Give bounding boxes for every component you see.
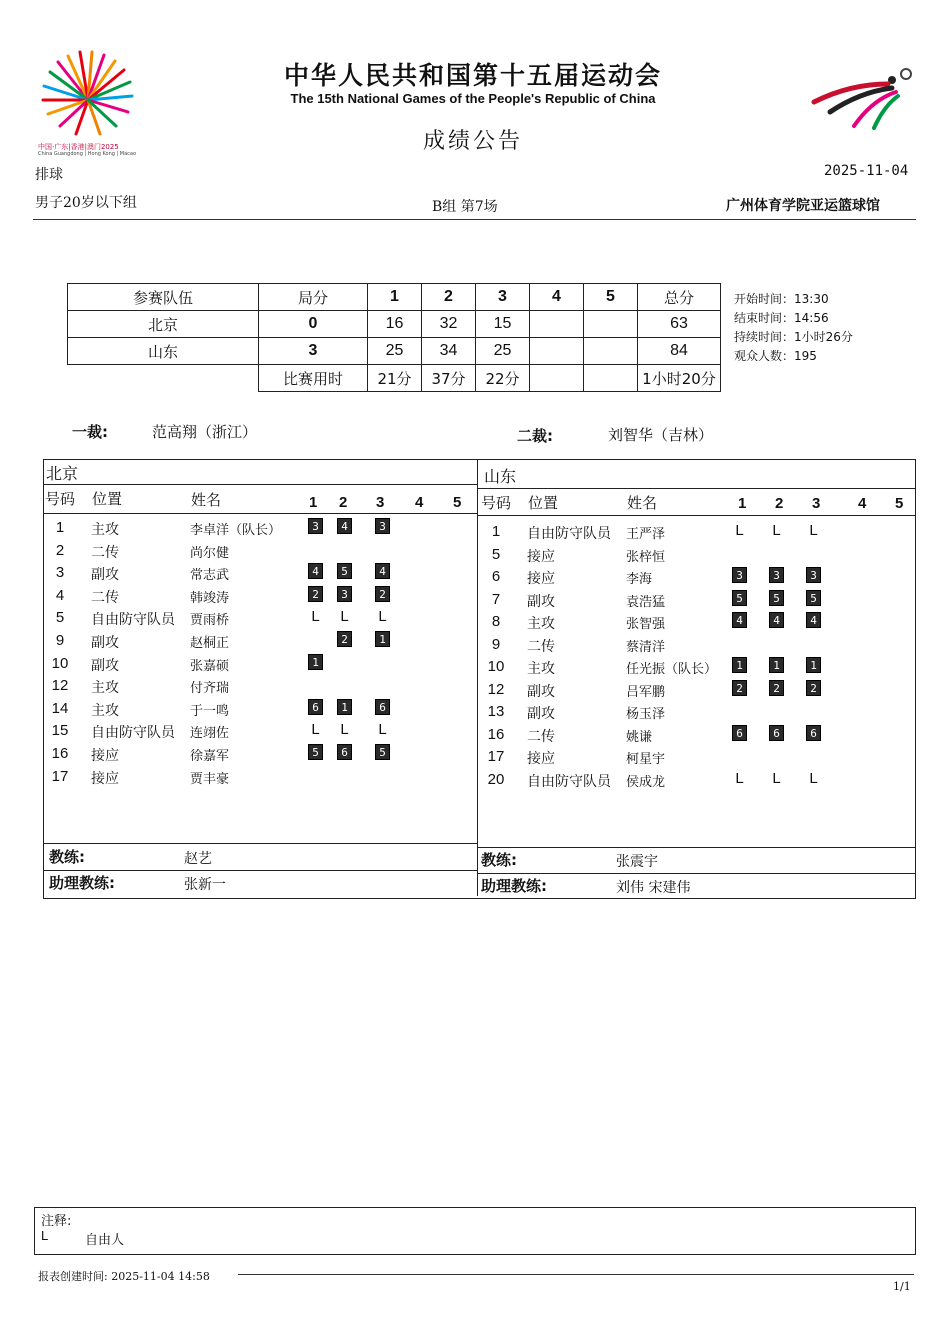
starting-position-badge: 2 [337,631,352,647]
starting-position-badge: 2 [308,586,323,602]
left-coach: 赵艺 [184,851,212,867]
score-header-team: 参赛队伍 [68,284,259,311]
player-number: 7 [491,590,501,608]
set-score [584,338,638,365]
player-row [45,698,465,720]
player-number: 17 [51,767,69,785]
score-header-row [68,284,721,311]
player-name: 张梓恒 [626,549,666,565]
player-number: 2 [55,541,65,559]
player-row [45,585,465,607]
player-row [45,766,465,788]
starting-position-badge: 1 [806,657,821,673]
volleyball-pictogram [810,66,914,132]
right-coach-rule [477,847,915,848]
team-name: 北京 [68,311,259,338]
left-header-pos: 位置 [92,490,123,508]
player-number: 1 [491,523,501,540]
venue-label: 广州体育学院亚运篮球馆 [726,198,880,214]
left-header-name: 姓名 [191,491,222,509]
roster-box [43,459,916,899]
player-row [481,656,901,678]
starting-position-badge: 5 [337,563,352,579]
player-number: 16 [487,725,505,743]
right-coach: 张震宇 [616,854,658,870]
starting-position-badge: 3 [375,518,390,534]
starting-position-badge: 4 [732,612,747,628]
player-name: 吕军鹏 [626,684,666,700]
starting-position-badge: 6 [337,744,352,760]
libero-mark: L [378,608,387,626]
right-header-pos: 位置 [528,494,559,512]
player-position: 自由防守队员 [91,612,175,629]
player-number: 3 [55,564,65,582]
player-row [481,679,901,701]
volleyball-player-icon [810,66,914,132]
starting-position-badge: 5 [375,744,390,760]
player-position: 二传 [527,638,555,655]
set-duration [530,365,584,392]
player-number: 9 [491,635,501,653]
libero-mark: L [735,522,744,539]
player-row [481,521,901,543]
start-time: 开始时间：13:30 [734,292,829,306]
starting-position-badge: 4 [806,612,821,628]
player-row [45,720,465,742]
logo-caption: 中国·广东|香港|澳门2025 [38,143,119,151]
player-position: 接应 [527,751,555,767]
player-position: 二传 [91,544,119,561]
player-name: 任光振（队长） [626,662,718,677]
libero-mark: L [772,522,781,539]
set-score: 15 [476,311,530,338]
player-name: 蔡清洋 [626,639,666,655]
starting-position-badge: 5 [732,590,747,606]
notes-box [34,1207,916,1255]
player-position: 二传 [91,589,119,606]
right-assistant-rule [477,873,915,874]
libero-mark: L [809,769,818,787]
set-score: 25 [368,338,422,365]
right-team-name: 山东 [484,467,517,486]
left-header-set5: 5 [453,494,462,511]
player-position: 接应 [527,571,555,587]
spectators: 观众人数：195 [734,349,817,363]
left-header-set4: 4 [415,494,424,511]
player-number: 16 [51,745,69,762]
starting-position-badge: 1 [769,657,784,673]
player-name: 姚谦 [626,729,653,745]
player-number: 14 [51,699,69,717]
left-assistant-rule [44,870,477,871]
set-duration [584,365,638,392]
player-name: 李卓洋（队长） [190,523,282,538]
player-row [45,675,465,697]
report-date: 2025-11-04 [824,163,909,179]
sets-won: 3 [259,338,368,365]
starting-position-badge: 1 [375,631,390,647]
player-name: 韩竣涛 [190,590,230,606]
doc-title: 成绩公告 [422,129,523,154]
right-header-name: 姓名 [627,494,658,512]
starting-position-badge: 4 [375,563,390,579]
player-number: 4 [55,586,65,604]
player-number: 10 [487,658,505,675]
set-score [530,338,584,365]
player-position: 主攻 [91,522,119,538]
starting-position-badge: 3 [769,567,784,583]
libero-mark: L [735,769,744,787]
player-name: 柯星宇 [626,752,666,767]
libero-mark: L [809,522,818,539]
libero-mark: L [340,608,349,626]
player-row [481,724,901,746]
right-header-set5: 5 [895,495,904,512]
set-score: 16 [368,311,422,338]
player-name: 常志武 [190,568,230,584]
total-score: 84 [638,338,721,365]
right-team-rule [477,488,915,489]
roster-divider [477,460,478,896]
player-name: 袁浩猛 [626,594,666,610]
starting-position-badge: 1 [337,699,352,715]
player-name: 张嘉硕 [190,658,230,674]
player-number: 13 [487,703,505,720]
right-header-set3: 3 [812,495,821,512]
libero-mark: L [311,608,320,626]
duration-time: 持续时间：1小时26分 [734,330,853,344]
player-position: 接应 [91,748,119,764]
first-referee: 范高翔（浙江） [152,423,258,441]
header-divider [33,219,916,220]
right-assistant: 刘伟 宋建伟 [616,880,691,896]
player-name: 贾雨桥 [190,613,230,629]
second-referee-label: 二裁: [517,427,553,445]
sport-label: 排球 [35,167,63,183]
player-name: 赵桐正 [190,636,230,651]
player-number: 9 [55,632,65,649]
set-duration: 37分 [422,365,476,392]
player-name: 徐嘉军 [190,749,230,764]
left-coach-label: 教练: [49,848,85,866]
match-label: B组 第7场 [432,199,498,215]
end-time: 结束时间：14:56 [734,311,829,325]
player-name: 贾丰豪 [190,771,230,787]
set-duration: 22分 [476,365,530,392]
libero-mark: L [378,721,387,739]
category-label: 男子20岁以下组 [35,195,137,211]
report-created: 报表创建时间: 2025-11-04 14:58 [38,1270,210,1283]
starting-position-badge: 5 [769,590,784,606]
left-coach-rule [44,843,477,844]
player-position: 自由防守队员 [91,725,175,742]
player-number: 20 [487,770,505,788]
player-position: 主攻 [527,661,555,677]
left-header-no: 号码 [45,490,76,508]
score-header-total: 总分 [638,284,721,311]
set-duration: 21分 [368,365,422,392]
player-row [481,746,901,768]
player-row [45,517,465,539]
set-score: 34 [422,338,476,365]
player-row [45,607,465,629]
right-header-set1: 1 [738,495,747,512]
player-name: 尚尔健 [190,545,230,561]
score-header-set3: 3 [476,284,530,311]
player-number: 10 [51,654,69,672]
notes-label: 注释: [41,1214,72,1229]
left-header-set3: 3 [376,494,385,511]
starting-position-badge: 4 [337,518,352,534]
starting-position-badge: 2 [375,586,390,602]
starting-position-badge: 1 [308,654,323,670]
player-number: 12 [51,677,69,695]
right-header-set4: 4 [858,495,867,512]
first-referee-label: 一裁: [72,423,108,441]
player-position: 自由防守队员 [527,773,611,790]
notes-code: L [41,1228,49,1243]
starting-position-badge: 5 [806,590,821,606]
footer-divider [238,1274,914,1275]
player-number: 8 [491,613,501,630]
player-row [481,544,901,566]
starting-position-badge: 5 [308,744,323,760]
player-position: 副攻 [91,635,119,651]
set-score: 32 [422,311,476,338]
player-row [481,634,901,656]
left-header-set2: 2 [339,494,348,511]
score-header-set4: 4 [530,284,584,311]
player-name: 张智强 [626,617,666,632]
player-row [45,653,465,675]
right-assistant-label: 助理教练: [481,877,547,895]
player-position: 二传 [527,728,555,745]
starting-position-badge: 6 [308,699,323,715]
left-team-name: 北京 [46,464,79,483]
player-position: 主攻 [91,680,119,697]
player-position: 副攻 [527,593,555,610]
left-assistant-label: 助理教练: [49,874,115,892]
player-row [481,589,901,611]
left-assistant: 张新一 [184,877,226,893]
player-name: 王严泽 [626,527,666,542]
player-number: 5 [491,545,501,563]
score-header-set5: 5 [584,284,638,311]
player-row [45,562,465,584]
starting-position-badge: 3 [806,567,821,583]
starting-position-badge: 4 [769,612,784,628]
starting-position-badge: 3 [337,586,352,602]
title-en: The 15th National Games of the People's Republic of China [290,91,656,106]
left-team-rule [44,484,477,485]
logo-subcaption: China Guangdong | Hong Kong | Macao [38,151,137,157]
player-row [481,566,901,588]
player-name: 连翊佐 [190,726,230,742]
score-row-beijing [68,311,721,338]
left-header-rule [44,513,477,514]
starting-position-badge: 6 [732,725,747,741]
total-duration: 1小时20分 [638,365,721,392]
starting-position-badge: 2 [732,680,747,696]
libero-mark: L [311,721,320,739]
starting-position-badge: 3 [732,567,747,583]
player-name: 于一鸣 [190,703,230,719]
score-header-set1: 1 [368,284,422,311]
starting-position-badge: 1 [732,657,747,673]
duration-label: 比赛用时 [259,365,368,392]
second-referee: 刘智华（吉林） [608,426,714,444]
player-row [481,769,901,791]
player-number: 17 [487,748,505,765]
player-name: 李海 [626,572,653,587]
player-row [481,701,901,723]
player-name: 付齐瑞 [190,681,230,697]
set-score: 25 [476,338,530,365]
player-position: 接应 [91,770,119,787]
player-row [45,743,465,765]
page-number: 1/1 [893,1280,911,1293]
sets-won: 0 [259,311,368,338]
score-header-sets: 局分 [259,284,368,311]
player-position: 接应 [527,548,555,565]
match-times [734,290,853,366]
player-name: 侯成龙 [626,774,666,790]
score-row-shandong [68,338,721,365]
player-row [45,540,465,562]
notes-meaning: 自由人 [85,1233,125,1248]
left-header-set1: 1 [309,494,318,511]
libero-mark: L [772,769,781,787]
score-header-set2: 2 [422,284,476,311]
total-score: 63 [638,311,721,338]
player-row [481,611,901,633]
starting-position-badge: 6 [806,725,821,741]
player-name: 杨玉泽 [626,707,666,722]
player-position: 副攻 [527,706,555,722]
player-position: 副攻 [527,683,555,700]
set-score [530,311,584,338]
right-header-no: 号码 [481,494,512,512]
starting-position-badge: 2 [769,680,784,696]
libero-mark: L [340,721,349,739]
title-cn: 中华人民共和国第十五届运动会 [283,61,662,90]
starting-position-badge: 6 [769,725,784,741]
player-number: 1 [55,519,65,536]
team-name: 山东 [68,338,259,365]
player-position: 副攻 [91,657,119,674]
player-number: 15 [51,722,69,740]
right-header-rule [477,515,915,516]
starting-position-badge: 2 [806,680,821,696]
duration-row [68,365,721,392]
player-position: 自由防守队员 [527,526,611,542]
player-position: 副攻 [91,567,119,584]
player-row [45,630,465,652]
right-coach-label: 教练: [481,851,517,869]
set-score [584,311,638,338]
player-number: 5 [55,609,65,627]
starting-position-badge: 4 [308,563,323,579]
starting-position-badge: 6 [375,699,390,715]
player-position: 主攻 [527,616,555,632]
player-number: 6 [491,568,501,585]
starting-position-badge: 3 [308,518,323,534]
player-position: 主攻 [91,702,119,719]
player-number: 12 [487,680,505,698]
score-table [67,283,721,392]
right-header-set2: 2 [775,495,784,512]
